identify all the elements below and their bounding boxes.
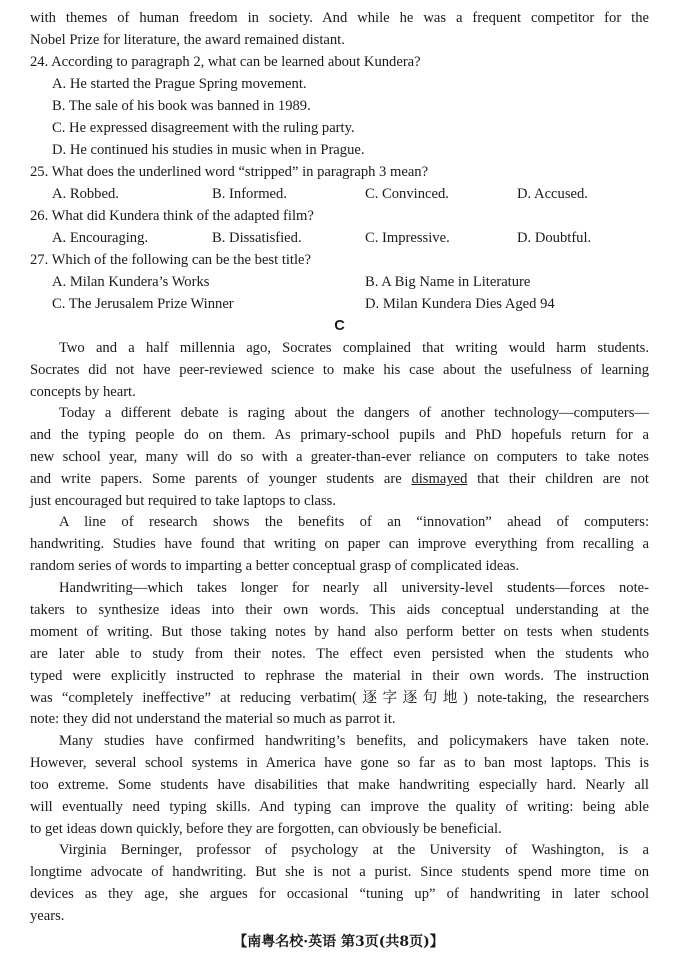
- question-26-option-b: B. Dissatisfied.: [212, 230, 302, 246]
- text-line: random series of words to imparting a better conceptual grasp of complicated ideas.: [30, 558, 520, 574]
- text-line: new school year, many will do so with a greater-than-ever reliance on computers to take notes: [30, 449, 649, 465]
- text-line: moment of writing. But those taking notes by hand also perform better on tests when students: [30, 624, 649, 640]
- text-line: years.: [30, 908, 65, 924]
- text-line: takers to synthesize ideas into their own words. This aids conceptual understanding at the: [30, 602, 649, 618]
- text-line: devices as they age, she argues for occasional “tuning up” of handwriting in later school: [30, 886, 649, 902]
- text-line: concepts by heart.: [30, 384, 136, 400]
- question-26-option-c: C. Impressive.: [365, 230, 450, 246]
- question-27-options-row2: [52, 294, 649, 316]
- question-25-stem: 25. What does the underlined word “stripped” in paragraph 3 mean?: [30, 164, 429, 180]
- text-line: Today a different debate is raging about the dangers of another technology—computers—: [59, 405, 649, 421]
- text-line: A line of research shows the benefits of an “innovation” ahead of computers:: [59, 514, 649, 530]
- question-25-options: [52, 184, 649, 206]
- question-25-option-a: A. Robbed.: [52, 186, 119, 202]
- text-line: and the typing people do on them. As primary-school pupils and PhD hopefuls return for a: [30, 427, 649, 443]
- text-line: with themes of human freedom in society. And while he was a frequent competitor for the: [30, 10, 649, 26]
- text-line: just encouraged but required to take laptops to class.: [30, 493, 336, 509]
- question-24-option-d: D. He continued his studies in music when in Prague.: [52, 142, 365, 158]
- text-line: handwriting. Studies have found that writing on paper can improve everything from recalling a: [30, 536, 649, 552]
- text-line: note: they did not understand the material so much as parrot it.: [30, 711, 396, 727]
- text-line: Handwriting—which takes longer for nearly all university-level students—forces note-: [59, 580, 649, 596]
- text-segment: that their children are not: [467, 471, 649, 487]
- text-line: Socrates did not have peer-reviewed science to make his case about the usefulness of learning: [30, 362, 649, 378]
- text-line: to get ideas down quickly, before they are forgotten, can obviously be beneficial.: [30, 821, 502, 837]
- question-26-option-d: D. Doubtful.: [517, 230, 592, 246]
- question-27-option-d: D. Milan Kundera Dies Aged 94: [365, 296, 555, 312]
- question-27-stem: 27. Which of the following can be the best title?: [30, 252, 311, 268]
- question-26-stem: 26. What did Kundera think of the adapted film?: [30, 208, 314, 224]
- question-27-option-a: A. Milan Kundera’s Works: [52, 274, 210, 290]
- text-line: Many studies have confirmed handwriting’s benefits, and policymakers have taken note.: [59, 733, 649, 749]
- page-footer: 【南粤名校·英语 第3页(共8页)】: [233, 934, 444, 950]
- text-line: However, several school systems in America have gone so far as to ban most laptops. This is: [30, 755, 649, 771]
- underlined-word: dismayed: [411, 471, 468, 487]
- question-24-option-c: C. He expressed disagreement with the ruling party.: [52, 120, 355, 136]
- question-25-option-d: D. Accused.: [517, 186, 588, 202]
- question-25-option-b: B. Informed.: [212, 186, 287, 202]
- question-24-option-b: B. The sale of his book was banned in 1989.: [52, 98, 311, 114]
- text-line: longtime advocate of handwriting. But she is not a purist. Since students spend more time on: [30, 864, 649, 880]
- question-27-option-c: C. The Jerusalem Prize Winner: [52, 296, 234, 312]
- text-line: will eventually need typing skills. And typing can improve the quality of writing: being able: [30, 799, 649, 815]
- text-line: are later able to study from their notes. The effect even persisted when the students who: [30, 646, 649, 662]
- text-line: typed were explicitly instructed to rephrase the material in their own words. The instruction: [30, 668, 649, 684]
- text-line: Nobel Prize for literature, the award remained distant.: [30, 32, 345, 48]
- text-line: Virginia Berninger, professor of psychology at the University of Washington, is a: [59, 842, 649, 858]
- question-24-option-a: A. He started the Prague Spring movement.: [52, 76, 307, 92]
- text-line: too extreme. Some students have disabilities that make handwriting especially hard. Nearly all: [30, 777, 649, 793]
- text-line: [30, 469, 649, 491]
- text-segment: and write papers. Some parents of younger students are: [30, 471, 412, 487]
- question-26-option-a: A. Encouraging.: [52, 230, 149, 246]
- question-26-options: [52, 228, 649, 250]
- question-25-option-c: C. Convinced.: [365, 186, 449, 202]
- text-line: was “completely ineffective” at reducing verbatim(逐字逐句地) note-taking, the researchers: [30, 690, 649, 706]
- text-line: Two and a half millennia ago, Socrates complained that writing would harm students.: [59, 340, 649, 356]
- question-24-stem: 24. According to paragraph 2, what can be learned about Kundera?: [30, 54, 421, 70]
- question-27-options-row1: [52, 272, 649, 294]
- question-27-option-b: B. A Big Name in Literature: [365, 274, 531, 290]
- section-heading: C: [334, 318, 345, 334]
